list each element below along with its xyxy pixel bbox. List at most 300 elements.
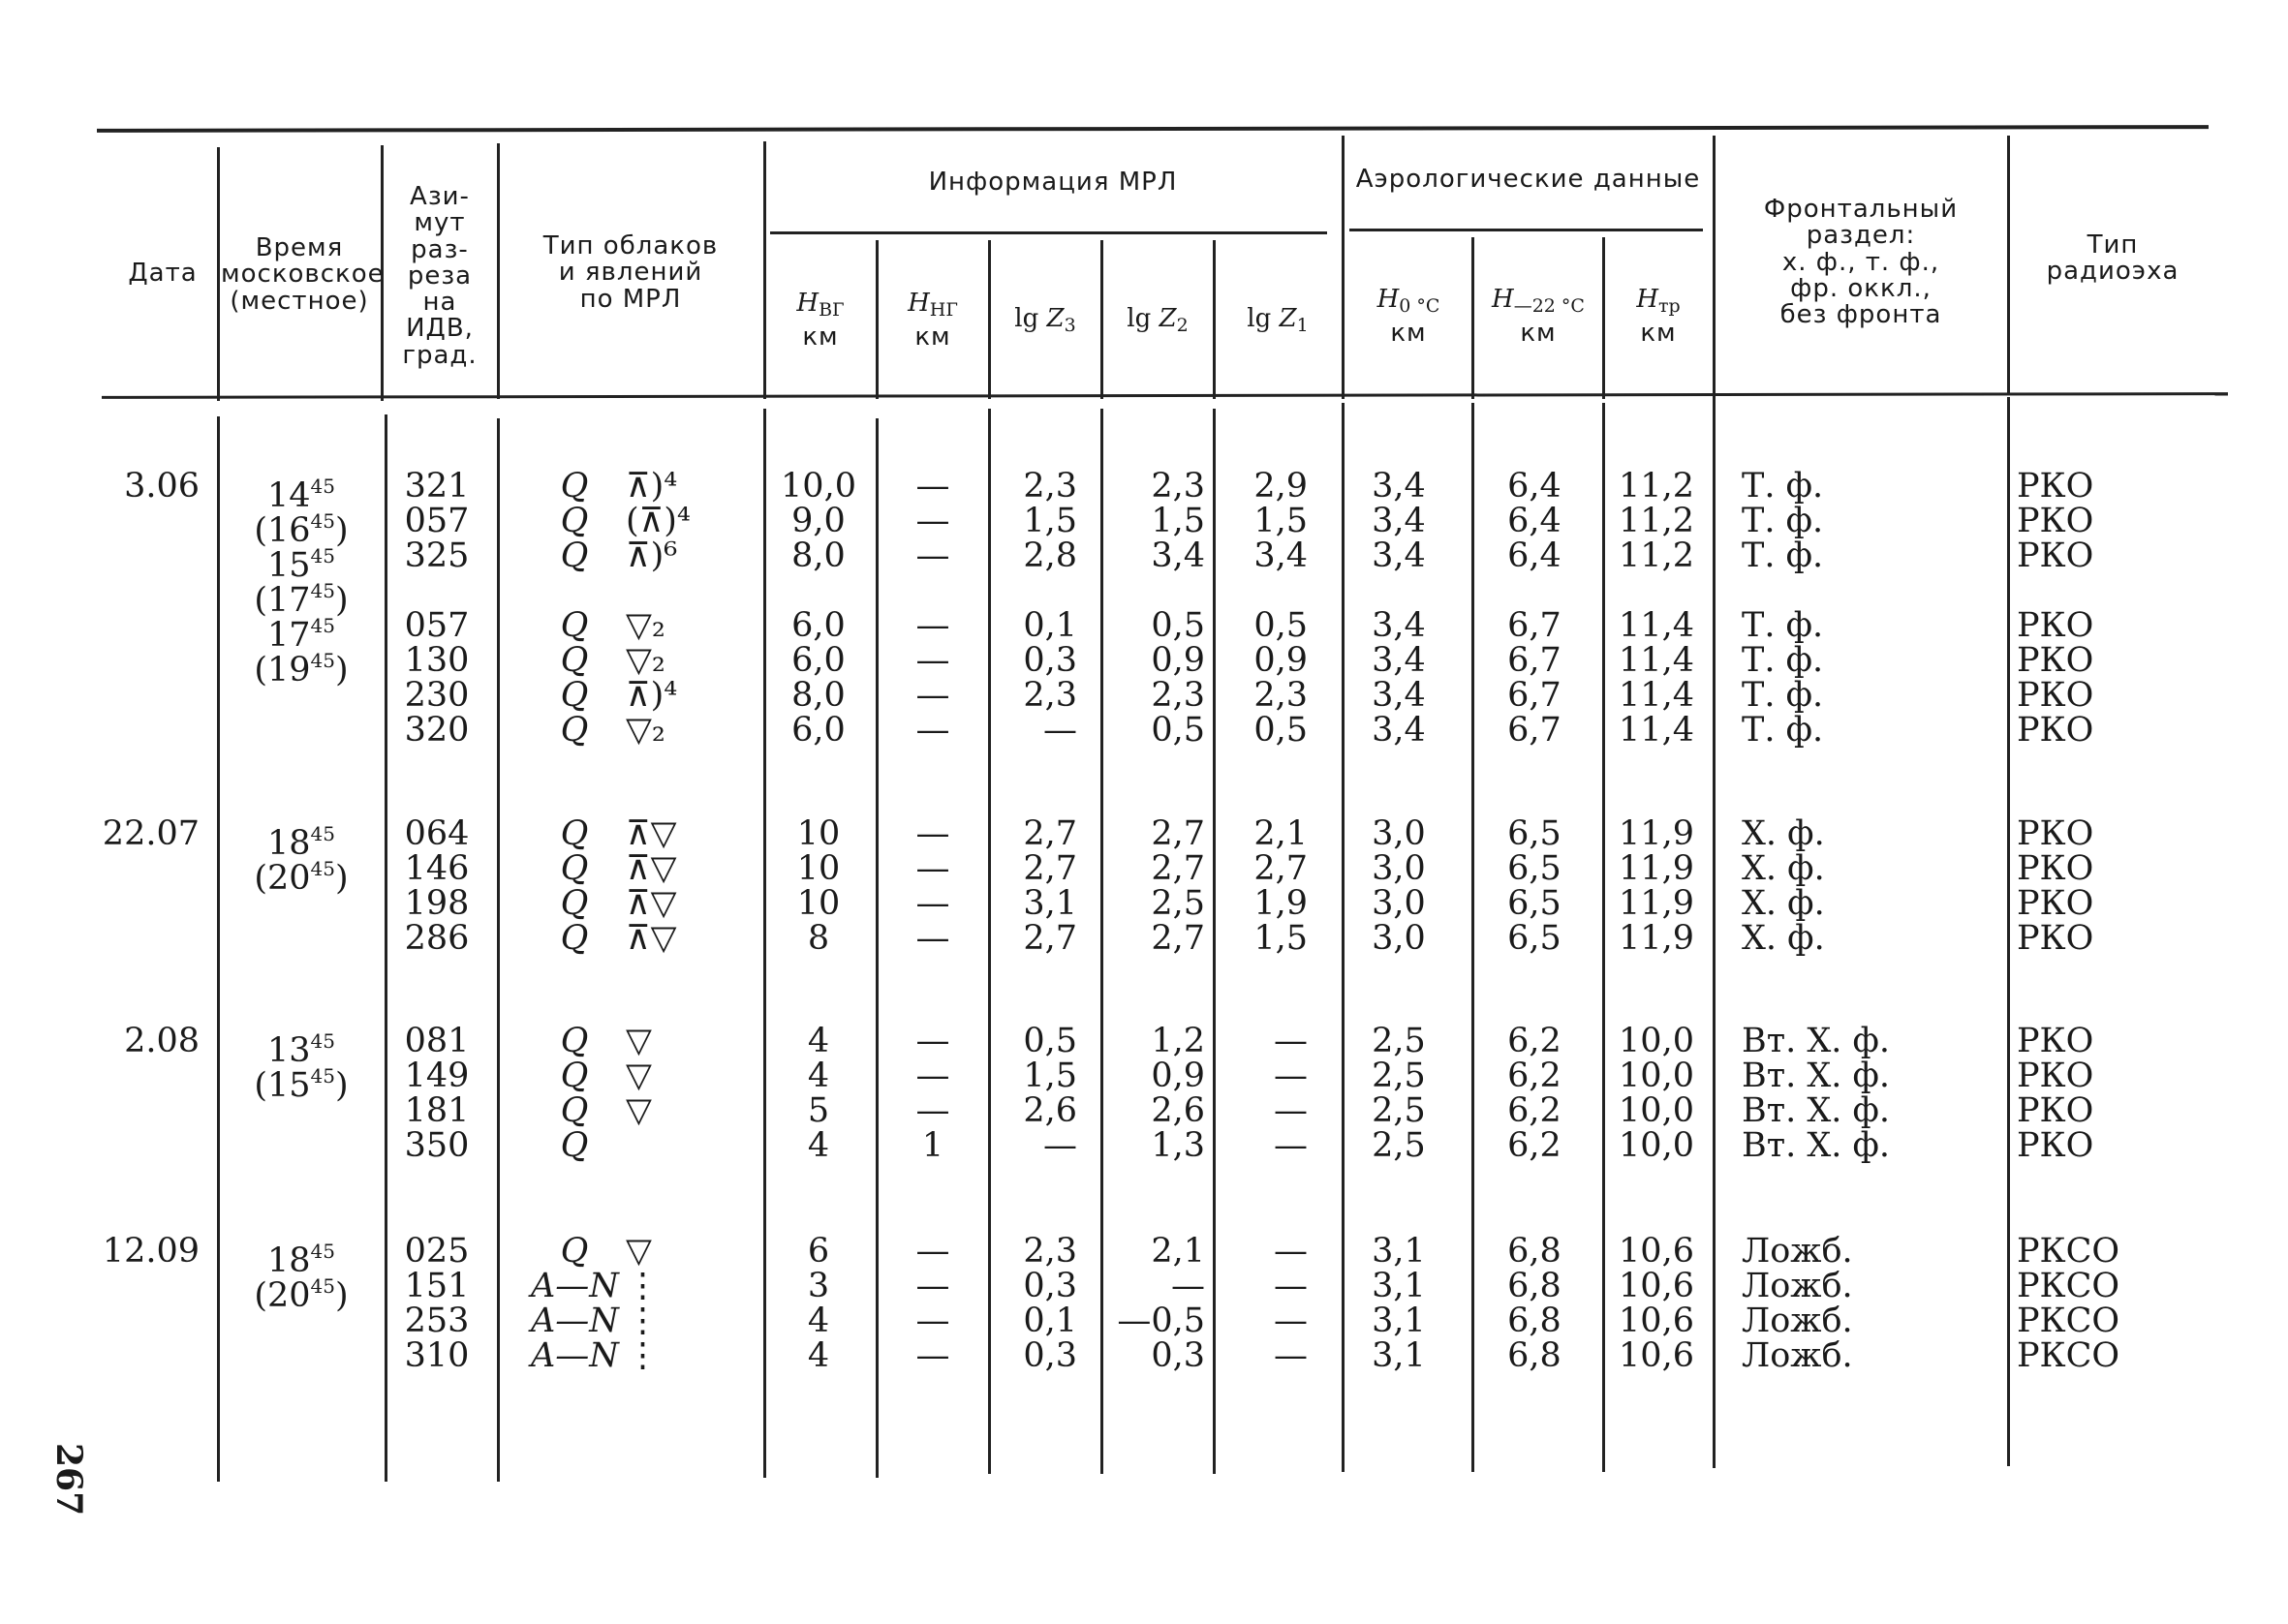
htr-cell: 10,6 (1619, 1336, 1694, 1375)
az-cell: 057 (404, 502, 470, 540)
sym-cell: ⊼▽ (626, 919, 677, 958)
time-cell: $(20^{45})$ (254, 857, 349, 898)
time-cell: $(17^{45})$ (254, 579, 349, 620)
az-cell: 149 (404, 1057, 470, 1095)
cloud-cell: Q (560, 919, 589, 958)
time-cell: $17^{45}$ (267, 614, 335, 655)
cloud-cell: Q (560, 884, 589, 923)
az-cell: 325 (404, 536, 470, 575)
time-cell: $(20^{45})$ (254, 1274, 349, 1315)
front-cell: Ложб. (1742, 1267, 1853, 1305)
z2-cell: 3,4 (1151, 536, 1205, 575)
echo-cell: РКСО (2017, 1232, 2120, 1271)
hng-cell: — (915, 884, 950, 923)
column-divider (988, 240, 991, 399)
h0-cell: 2,5 (1372, 1091, 1426, 1130)
hvg-cell: 4 (807, 1336, 830, 1375)
front-cell: Вт. Х. ф. (1742, 1126, 1891, 1165)
column-divider (876, 418, 879, 1478)
z3-cell: 2,3 (1023, 676, 1077, 715)
front-cell: Т. ф. (1742, 606, 1824, 645)
front-cell: Т. ф. (1742, 676, 1824, 715)
h0-cell: 3,1 (1372, 1336, 1426, 1375)
hvg-cell: 4 (807, 1126, 830, 1165)
h22-cell: 6,8 (1507, 1302, 1561, 1340)
header-time: Время московское (местное) (221, 233, 385, 316)
z1-cell: 0,5 (1253, 606, 1308, 645)
sym-cell: ⊼▽ (626, 814, 677, 853)
z2-cell: 2,1 (1151, 1232, 1205, 1271)
az-cell: 057 (404, 606, 470, 645)
h0-cell: 3,4 (1372, 676, 1426, 715)
cloud-cell: A—N (531, 1336, 619, 1375)
hvg-cell: 10 (796, 814, 841, 853)
column-divider (497, 418, 500, 1482)
hng-cell: — (915, 1057, 950, 1095)
hvg-cell: 6,0 (791, 606, 846, 645)
column-divider (1100, 409, 1103, 1474)
h22-cell: 6,7 (1507, 711, 1561, 750)
z2-cell: 2,7 (1151, 919, 1205, 958)
h22-cell: 6,4 (1507, 467, 1561, 506)
h22-cell: 6,4 (1507, 502, 1561, 540)
column-divider (1602, 403, 1605, 1472)
header-cloud-type: Тип облаков и явлений по МРЛ (542, 231, 719, 314)
sym-cell: ⋮ (626, 1302, 660, 1340)
echo-cell: РКО (2017, 1022, 2094, 1060)
h22-cell: 6,8 (1507, 1336, 1561, 1375)
hvg-cell: 9,0 (791, 502, 846, 540)
hng-cell: — (915, 467, 950, 506)
hng-cell: — (915, 676, 950, 715)
z1-cell: 2,9 (1253, 467, 1308, 506)
z1-cell: — (1274, 1091, 1308, 1130)
cloud-cell: Q (560, 467, 589, 506)
htr-cell: 11,9 (1619, 884, 1694, 923)
hng-cell: — (915, 606, 950, 645)
cloud-cell: Q (560, 676, 589, 715)
z1-cell: — (1274, 1267, 1308, 1305)
sym-cell: ⋮ (626, 1267, 660, 1305)
hvg-cell: 3 (807, 1267, 830, 1305)
z2-cell: 2,7 (1151, 814, 1205, 853)
top-rule (97, 125, 2209, 133)
hvg-cell: 4 (807, 1022, 830, 1060)
column-divider (217, 416, 220, 1482)
header-front: Фронтальный раздел: х. ф., т. ф., фр. оккл., без фронта (1763, 195, 1959, 330)
date-cell: 3.06 (124, 467, 200, 506)
z3-cell: 1,5 (1023, 502, 1077, 540)
cloud-cell: Q (560, 502, 589, 540)
time-cell: $(16^{45})$ (254, 509, 349, 550)
hvg-cell: 4 (807, 1057, 830, 1095)
z2-cell: 2,3 (1151, 467, 1205, 506)
front-cell: Ложб. (1742, 1302, 1853, 1340)
h0-cell: 2,5 (1372, 1126, 1426, 1165)
echo-cell: РКО (2017, 814, 2094, 853)
echo-cell: РКО (2017, 502, 2094, 540)
h22-cell: 6,5 (1507, 884, 1561, 923)
sym-cell: ▽ (626, 1232, 652, 1271)
front-cell: Х. ф. (1742, 814, 1825, 853)
cloud-cell: Q (560, 711, 589, 750)
h0-cell: 3,4 (1372, 711, 1426, 750)
header-h22: $H_{—22 ^\circ C}$ км (1492, 285, 1585, 348)
front-cell: Т. ф. (1742, 502, 1824, 540)
sym-cell: ▽₂ (626, 606, 665, 645)
column-divider (1342, 403, 1345, 1472)
z3-cell: 0,3 (1023, 641, 1077, 680)
z2-cell: 2,7 (1151, 849, 1205, 888)
sym-cell: ⊼)⁴ (626, 467, 678, 506)
h22-cell: 6,2 (1507, 1091, 1561, 1130)
header-bottom-rule (102, 392, 2228, 399)
z3-cell: 2,7 (1023, 814, 1077, 853)
echo-cell: РКО (2017, 676, 2094, 715)
az-cell: 064 (404, 814, 470, 853)
front-cell: Вт. Х. ф. (1742, 1091, 1891, 1130)
hng-cell: — (915, 814, 950, 853)
h22-cell: 6,7 (1507, 641, 1561, 680)
hvg-cell: 6 (807, 1232, 830, 1271)
sym-cell: ⊼▽ (626, 849, 677, 888)
hvg-cell: 5 (807, 1091, 830, 1130)
h22-cell: 6,5 (1507, 814, 1561, 853)
echo-cell: РКО (2017, 467, 2094, 506)
column-divider (1471, 403, 1474, 1472)
z2-cell: 2,6 (1151, 1091, 1205, 1130)
column-divider (1602, 237, 1605, 399)
time-cell: $18^{45}$ (267, 822, 335, 863)
z1-cell: 1,5 (1253, 919, 1308, 958)
header-azimuth: Ази- мут раз- реза на ИДВ, град. (402, 182, 478, 370)
column-divider (1100, 240, 1103, 399)
front-cell: Т. ф. (1742, 467, 1824, 506)
cloud-cell: Q (560, 641, 589, 680)
hng-cell: — (915, 502, 950, 540)
header-htr: $H_{тр}$ км (1636, 285, 1681, 348)
header-lgz2: $\lg Z_2$ (1127, 304, 1189, 336)
h0-cell: 3,1 (1372, 1232, 1426, 1271)
z3-cell: — (1043, 1126, 1077, 1165)
hng-cell: — (915, 536, 950, 575)
z3-cell: 2,6 (1023, 1091, 1077, 1130)
z1-cell: 1,9 (1253, 884, 1308, 923)
z2-cell: 1,3 (1151, 1126, 1205, 1165)
hng-cell: — (915, 849, 950, 888)
time-cell: $18^{45}$ (267, 1240, 335, 1280)
cloud-cell: Q (560, 1057, 589, 1095)
z1-cell: 3,4 (1253, 536, 1308, 575)
column-divider (497, 143, 500, 399)
htr-cell: 10,6 (1619, 1302, 1694, 1340)
z2-cell: 1,5 (1151, 502, 1205, 540)
time-cell: $(19^{45})$ (254, 649, 349, 689)
az-cell: 181 (404, 1091, 470, 1130)
h0-cell: 3,0 (1372, 919, 1426, 958)
az-cell: 230 (404, 676, 470, 715)
echo-cell: РКО (2017, 1057, 2094, 1095)
front-cell: Т. ф. (1742, 711, 1824, 750)
cloud-cell: Q (560, 1232, 589, 1271)
front-cell: Т. ф. (1742, 536, 1824, 575)
cloud-cell: Q (560, 814, 589, 853)
z1-cell: — (1274, 1336, 1308, 1375)
echo-cell: РКО (2017, 536, 2094, 575)
htr-cell: 10,0 (1619, 1057, 1694, 1095)
column-divider (1713, 136, 1716, 399)
z3-cell: 0,1 (1023, 606, 1077, 645)
cloud-cell: Q (560, 1126, 589, 1165)
column-divider (2007, 397, 2010, 1466)
sym-cell: ⊼)⁴ (626, 676, 678, 715)
z3-cell: 0,3 (1023, 1336, 1077, 1375)
hng-cell: — (915, 1267, 950, 1305)
column-divider (217, 147, 220, 401)
az-cell: 310 (404, 1336, 470, 1375)
hng-cell: — (915, 1302, 950, 1340)
z1-cell: — (1274, 1057, 1308, 1095)
h22-cell: 6,2 (1507, 1022, 1561, 1060)
az-cell: 286 (404, 919, 470, 958)
z1-cell: — (1274, 1126, 1308, 1165)
az-cell: 320 (404, 711, 470, 750)
column-divider (876, 240, 879, 399)
z2-cell: 2,5 (1151, 884, 1205, 923)
z3-cell: 2,3 (1023, 1232, 1077, 1271)
cloud-cell: Q (560, 536, 589, 575)
z2-cell: 0,9 (1151, 1057, 1205, 1095)
time-cell: $15^{45}$ (267, 544, 335, 585)
z2-cell: 1,2 (1151, 1022, 1205, 1060)
hvg-cell: 8,0 (791, 676, 846, 715)
h0-cell: 3,0 (1372, 849, 1426, 888)
header-lgz1: $\lg Z_1$ (1247, 304, 1309, 336)
hng-cell: — (915, 711, 950, 750)
htr-cell: 10,0 (1619, 1126, 1694, 1165)
h22-cell: 6,7 (1507, 606, 1561, 645)
time-cell: $(15^{45})$ (254, 1064, 349, 1105)
sym-cell: ▽ (626, 1057, 652, 1095)
h0-cell: 2,5 (1372, 1022, 1426, 1060)
az-cell: 025 (404, 1232, 470, 1271)
echo-cell: РКО (2017, 606, 2094, 645)
h22-cell: 6,2 (1507, 1057, 1561, 1095)
z3-cell: 2,7 (1023, 919, 1077, 958)
z1-cell: — (1274, 1302, 1308, 1340)
cloud-cell: A—N (531, 1302, 619, 1340)
h22-cell: 6,7 (1507, 676, 1561, 715)
header-h-ng: $H_{НГ}$ км (908, 289, 958, 352)
cloud-cell: Q (560, 1022, 589, 1060)
hng-cell: — (915, 641, 950, 680)
z3-cell: 0,3 (1023, 1267, 1077, 1305)
column-divider (763, 409, 766, 1478)
sym-cell: ▽ (626, 1091, 652, 1130)
az-cell: 350 (404, 1126, 470, 1165)
sym-cell: ⋮ (626, 1336, 660, 1375)
hvg-cell: 8,0 (791, 536, 846, 575)
hvg-cell: 10,0 (781, 467, 856, 506)
column-divider (1213, 409, 1216, 1474)
hvg-cell: 8 (807, 919, 830, 958)
htr-cell: 11,2 (1619, 502, 1694, 540)
h22-cell: 6,5 (1507, 849, 1561, 888)
front-cell: Ложб. (1742, 1336, 1853, 1375)
z3-cell: 1,5 (1023, 1057, 1077, 1095)
echo-cell: РКО (2017, 1126, 2094, 1165)
htr-cell: 11,9 (1619, 849, 1694, 888)
htr-cell: 11,9 (1619, 919, 1694, 958)
h0-cell: 3,0 (1372, 884, 1426, 923)
h22-cell: 6,5 (1507, 919, 1561, 958)
cloud-cell: Q (560, 849, 589, 888)
sym-cell: ▽₂ (626, 711, 665, 750)
z1-cell: 2,3 (1253, 676, 1308, 715)
time-cell: $14^{45}$ (267, 475, 335, 515)
aero-group-rule (1349, 229, 1703, 231)
date-cell: 22.07 (102, 814, 200, 853)
htr-cell: 11,4 (1619, 711, 1694, 750)
z3-cell: 2,8 (1023, 536, 1077, 575)
h0-cell: 3,1 (1372, 1267, 1426, 1305)
front-cell: Х. ф. (1742, 884, 1825, 923)
front-cell: Вт. Х. ф. (1742, 1022, 1891, 1060)
htr-cell: 10,0 (1619, 1091, 1694, 1130)
az-cell: 146 (404, 849, 470, 888)
echo-cell: РКО (2017, 641, 2094, 680)
z1-cell: 2,7 (1253, 849, 1308, 888)
header-aero-group: Аэрологические данные (1355, 165, 1701, 194)
htr-cell: 11,4 (1619, 676, 1694, 715)
az-cell: 130 (404, 641, 470, 680)
htr-cell: 11,4 (1619, 641, 1694, 680)
sym-cell: ▽₂ (626, 641, 665, 680)
htr-cell: 10,6 (1619, 1267, 1694, 1305)
hng-cell: — (915, 919, 950, 958)
z1-cell: — (1274, 1022, 1308, 1060)
header-date: Дата (128, 259, 198, 288)
az-cell: 321 (404, 467, 470, 506)
hvg-cell: 6,0 (791, 641, 846, 680)
sym-cell: ▽ (626, 1022, 652, 1060)
z2-cell: 0,9 (1151, 641, 1205, 680)
z2-cell: — (1171, 1267, 1205, 1305)
column-divider (1471, 237, 1474, 399)
htr-cell: 11,4 (1619, 606, 1694, 645)
h0-cell: 3,1 (1372, 1302, 1426, 1340)
h0-cell: 3,4 (1372, 467, 1426, 506)
cloud-cell: Q (560, 1091, 589, 1130)
hng-cell: — (915, 1336, 950, 1375)
date-cell: 2.08 (124, 1022, 200, 1060)
header-echo-type: Тип радиоэха (2046, 230, 2180, 287)
htr-cell: 11,2 (1619, 467, 1694, 506)
time-cell: $13^{45}$ (267, 1029, 335, 1070)
sym-cell: ⊼)⁶ (626, 536, 678, 575)
z1-cell: 0,5 (1253, 711, 1308, 750)
h22-cell: 6,8 (1507, 1232, 1561, 1271)
page-number: 267 (48, 1443, 89, 1517)
h0-cell: 3,4 (1372, 606, 1426, 645)
hng-cell: 1 (921, 1126, 944, 1165)
echo-cell: РКО (2017, 1091, 2094, 1130)
cloud-cell: A—N (531, 1267, 619, 1305)
sym-cell: ⊼▽ (626, 884, 677, 923)
hng-cell: — (915, 1022, 950, 1060)
h22-cell: 6,4 (1507, 536, 1561, 575)
h0-cell: 3,0 (1372, 814, 1426, 853)
column-divider (763, 141, 766, 399)
cloud-cell: Q (560, 606, 589, 645)
hvg-cell: 10 (796, 884, 841, 923)
az-cell: 081 (404, 1022, 470, 1060)
echo-cell: РКО (2017, 849, 2094, 888)
hng-cell: — (915, 1232, 950, 1271)
z3-cell: 0,1 (1023, 1302, 1077, 1340)
z2-cell: 2,3 (1151, 676, 1205, 715)
z2-cell: 0,5 (1151, 711, 1205, 750)
az-cell: 151 (404, 1267, 470, 1305)
hvg-cell: 10 (796, 849, 841, 888)
column-divider (2007, 136, 2010, 393)
header-h-vg: $H_{ВГ}$ км (796, 289, 845, 352)
column-divider (988, 409, 991, 1474)
front-cell: Х. ф. (1742, 919, 1825, 958)
z1-cell: 1,5 (1253, 502, 1308, 540)
z1-cell: — (1274, 1232, 1308, 1271)
hvg-cell: 4 (807, 1302, 830, 1340)
front-cell: Вт. Х. ф. (1742, 1057, 1891, 1095)
echo-cell: РКСО (2017, 1336, 2120, 1375)
h0-cell: 2,5 (1372, 1057, 1426, 1095)
header-h0: $H_{0 ^\circ C}$ км (1376, 285, 1440, 348)
htr-cell: 10,0 (1619, 1022, 1694, 1060)
front-cell: Т. ф. (1742, 641, 1824, 680)
date-cell: 12.09 (102, 1232, 200, 1271)
hng-cell: — (915, 1091, 950, 1130)
z3-cell: 3,1 (1023, 884, 1077, 923)
htr-cell: 10,6 (1619, 1232, 1694, 1271)
z1-cell: 2,1 (1253, 814, 1308, 853)
z3-cell: 2,3 (1023, 467, 1077, 506)
z3-cell: 2,7 (1023, 849, 1077, 888)
z2-cell: 0,5 (1151, 606, 1205, 645)
az-cell: 253 (404, 1302, 470, 1340)
echo-cell: РКСО (2017, 1267, 2120, 1305)
echo-cell: РКСО (2017, 1302, 2120, 1340)
echo-cell: РКО (2017, 919, 2094, 958)
front-cell: Ложб. (1742, 1232, 1853, 1271)
column-divider (1342, 136, 1345, 399)
front-cell: Х. ф. (1742, 849, 1825, 888)
h22-cell: 6,8 (1507, 1267, 1561, 1305)
z2-cell: 0,3 (1151, 1336, 1205, 1375)
column-divider (1213, 240, 1216, 399)
h0-cell: 3,4 (1372, 536, 1426, 575)
hvg-cell: 6,0 (791, 711, 846, 750)
htr-cell: 11,2 (1619, 536, 1694, 575)
h22-cell: 6,2 (1507, 1126, 1561, 1165)
echo-cell: РКО (2017, 711, 2094, 750)
header-lgz3: $\lg Z_3$ (1014, 304, 1076, 336)
sym-cell: (⊼)⁴ (626, 502, 691, 540)
mrl-group-rule (770, 231, 1327, 234)
z2-cell: —0,5 (1117, 1302, 1205, 1340)
z3-cell: 0,5 (1023, 1022, 1077, 1060)
echo-cell: РКО (2017, 884, 2094, 923)
z3-cell: — (1043, 711, 1077, 750)
